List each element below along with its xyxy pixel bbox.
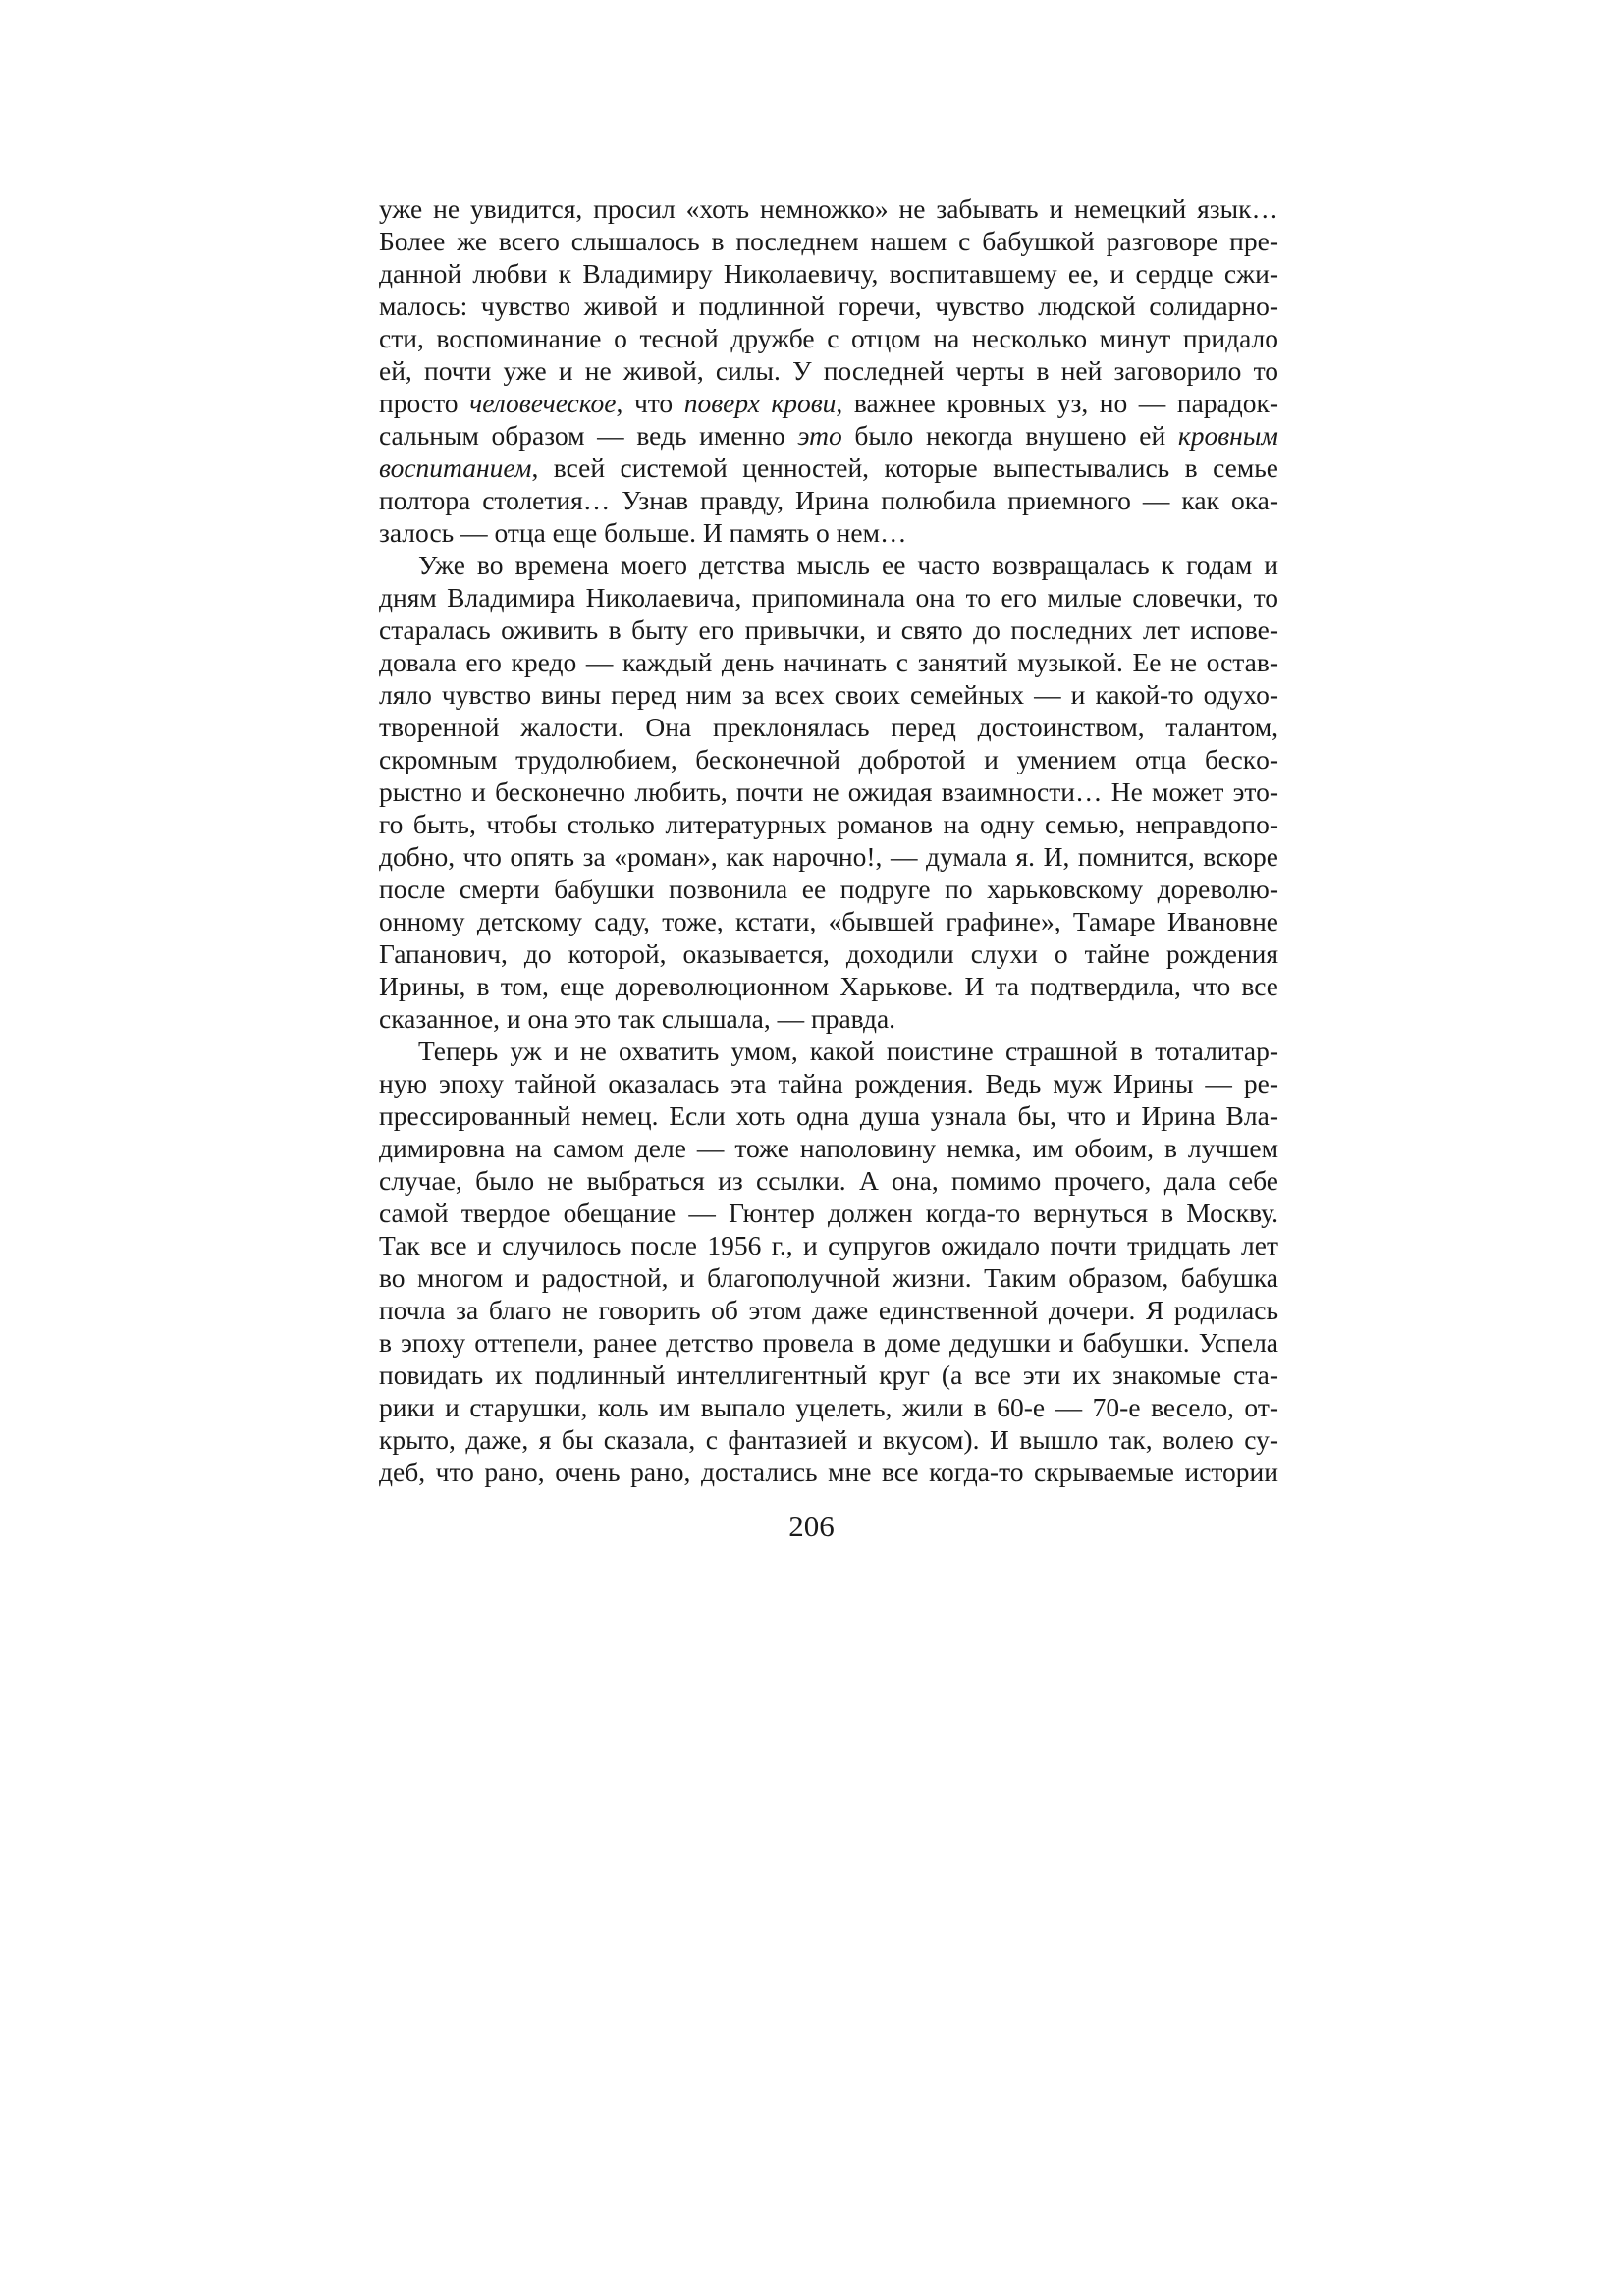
italic-text: кровным: [1177, 420, 1278, 451]
page-number: 206: [788, 1509, 835, 1543]
text-line: [379, 1229, 1278, 1261]
text-segment: самой твердое обещание — Гюнтер должен когда-то вернуться в Москву.: [379, 1198, 1278, 1228]
text-line: [379, 1261, 1278, 1294]
text-segment: в эпоху оттепели, ранее детство провела в доме дедушки и бабушки. Успела: [379, 1327, 1278, 1358]
text-segment: ную эпоху тайной оказалась эта тайна рождения. Ведь муж Ирины — ре-: [379, 1068, 1278, 1098]
text-segment: случае, было не выбраться из ссылки. А она, помимо прочего, дала себе: [379, 1165, 1278, 1196]
text-line: [379, 452, 1278, 484]
text-segment: дням Владимира Николаевича, припоминала она то его милые словечки, то: [379, 582, 1278, 613]
text-line: [379, 646, 1278, 678]
italic-text: воспитанием: [379, 453, 532, 483]
text-segment: творенной жалости. Она преклонялась перед достоинством, талантом,: [379, 712, 1278, 742]
text-line: [379, 775, 1278, 808]
text-segment: деб, что рано, очень рано, достались мне все когда-то скрываемые истории: [379, 1457, 1278, 1487]
italic-text: это: [797, 420, 842, 451]
text-line: [379, 1132, 1278, 1164]
text-line: [379, 1197, 1278, 1229]
text-line: [379, 192, 1278, 225]
text-line: [379, 1391, 1278, 1423]
text-segment: довала его кредо — каждый день начинать с занятий музыкой. Ее не остав-: [379, 647, 1278, 677]
text-segment: сти, воспоминание о тесной дружбе с отцом на несколько минут придало: [379, 323, 1278, 353]
text-segment: повидать их подлинный интеллигентный круг (а все эти их знакомые ста-: [379, 1360, 1278, 1390]
text-segment: , что: [616, 388, 684, 418]
text-segment: было некогда внушено ей: [841, 420, 1178, 451]
text-segment: Ирины, в том, еще дореволюционном Харькове. И та подтвердила, что все: [379, 971, 1278, 1001]
text-segment: ей, почти уже и не живой, силы. У последней черты в ней заговорило то: [379, 355, 1278, 386]
text-line: [379, 322, 1278, 354]
text-line: [379, 614, 1278, 646]
text-segment: малось: чувство живой и подлинной горечи, чувство людской солидарно-: [379, 291, 1278, 321]
text-line: [379, 1423, 1278, 1456]
body-text: [379, 192, 1278, 1488]
text-line: [379, 743, 1278, 775]
text-line: [379, 808, 1278, 840]
text-line: [379, 1099, 1278, 1132]
text-line: [379, 1359, 1278, 1391]
text-segment: , важнее кровных уз, но — парадок-: [836, 388, 1278, 418]
text-segment: просто: [379, 388, 470, 418]
text-line: [379, 1164, 1278, 1197]
text-segment: скромным трудолюбием, бесконечной добротой и умением отца бескo-: [379, 744, 1278, 774]
text-segment: Теперь уж и не охватить умом, какой поистине страшной в тоталитар-: [418, 1036, 1278, 1066]
text-segment: крыто, даже, я бы сказала, с фантазией и вкусом). И вышло так, волею су-: [379, 1424, 1278, 1455]
text-line: [379, 516, 1278, 549]
text-line: [379, 1002, 1278, 1035]
text-segment: уже не увидится, просил «хоть немножко» не забывать и немецкий язык…: [379, 193, 1278, 224]
text-segment: Более же всего слышалось в последнем нашем с бабушкой разговоре пре-: [379, 226, 1278, 256]
text-line: [379, 225, 1278, 257]
text-line: [379, 1294, 1278, 1326]
text-segment: ляло чувство вины перед ним за всех своих семейных — и какой-то одухо-: [379, 679, 1278, 710]
text-segment: Гапанович, до которой, оказывается, доходили слухи о тайне рождения: [379, 938, 1278, 969]
text-segment: полтора столетия… Узнав правду, Ирина полюбила приемного — как ока-: [379, 485, 1278, 515]
text-line: [379, 419, 1278, 452]
text-line: [379, 1067, 1278, 1099]
text-segment: старалась оживить в быту его привычки, и свято до последних лет испове-: [379, 614, 1278, 645]
text-line: [379, 678, 1278, 711]
text-line: [379, 711, 1278, 743]
text-segment: рыстно и бесконечно любить, почти не ожидая взаимности… Не может это-: [379, 776, 1278, 807]
text-segment: прессированный немец. Если хоть одна душа узнала бы, что и Ирина Вла-: [379, 1100, 1278, 1131]
text-line: [379, 1035, 1278, 1067]
text-segment: сказанное, и она это так слышала, — правда.: [379, 1003, 896, 1034]
text-segment: почла за благо не говорить об этом даже единственной дочери. Я родилась: [379, 1295, 1278, 1325]
text-segment: Уже во времена моего детства мысль ее часто возвращалась к годам и: [418, 550, 1278, 580]
text-segment: рики и старушки, коль им выпало уцелеть, жили в 60-е — 70-е весело, от-: [379, 1392, 1278, 1422]
text-line: [379, 905, 1278, 937]
text-segment: во многом и радостной, и благополучной жизни. Таким образом, бабушка: [379, 1262, 1278, 1293]
text-line: [379, 873, 1278, 905]
text-line: [379, 970, 1278, 1002]
italic-text: поверх крови: [683, 388, 837, 418]
text-line: [379, 257, 1278, 290]
text-line: [379, 484, 1278, 516]
text-line: [379, 387, 1278, 419]
text-line: [379, 1326, 1278, 1359]
text-segment: , всей системой ценностей, которые выпестывались в семье: [531, 453, 1278, 483]
italic-text: человеческое: [469, 388, 617, 418]
text-segment: после смерти бабушки позвонила ее подруге по харьковскому дореволю-: [379, 874, 1278, 904]
text-segment: димировна на самом деле — тоже наполовину немка, им обоим, в лучшем: [379, 1133, 1278, 1163]
text-segment: данной любви к Владимиру Николаевичу, воспитавшему ее, и сердце сжи-: [379, 258, 1278, 289]
text-segment: сальным образом — ведь именно: [379, 420, 798, 451]
text-line: [379, 937, 1278, 970]
text-segment: добно, что опять за «роман», как нарочно!, — думала я. И, помнится, вскоре: [379, 841, 1278, 872]
text-segment: онному детскому саду, тоже, кстати, «бывшей графине», Тамаре Ивановне: [379, 906, 1278, 936]
text-segment: Так все и случилось после 1956 г., и супругов ожидало почти тридцать лет: [379, 1230, 1278, 1260]
text-line: [379, 581, 1278, 614]
text-line: [379, 1456, 1278, 1488]
text-line: [379, 840, 1278, 873]
text-line: [379, 549, 1278, 581]
text-line: [379, 354, 1278, 387]
text-segment: го быть, чтобы столько литературных романов на одну семью, неправдопо-: [379, 809, 1278, 839]
text-line: [379, 290, 1278, 322]
text-segment: залось — отца еще больше. И память о нем…: [379, 517, 907, 548]
